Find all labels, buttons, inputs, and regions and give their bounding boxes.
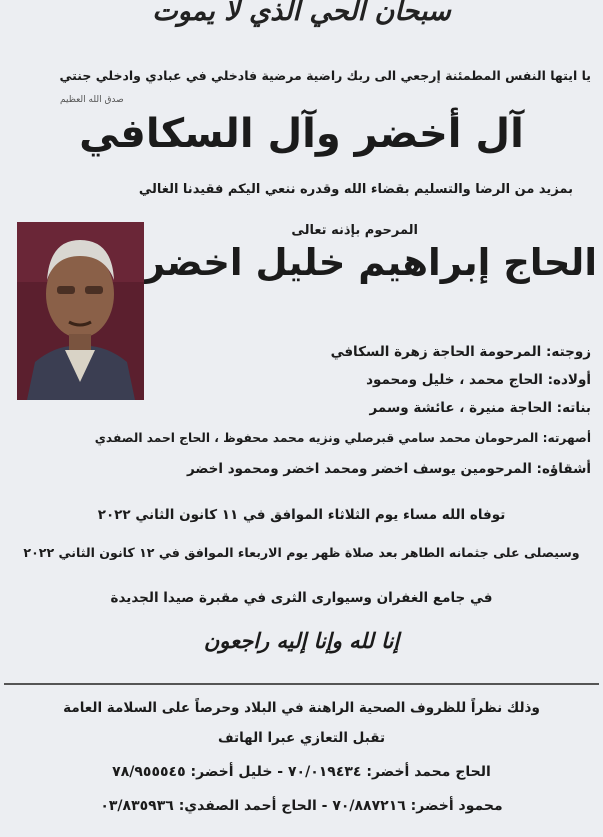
quran-verse: يا ايتها النفس المطمئنة إرجعي الى ربك راضية مرضية فادخلي في عبادي وادخلي جنتي bbox=[59, 68, 591, 83]
divider bbox=[4, 683, 599, 685]
notice-line-2: تقبل التعازي عبرا الهاتف bbox=[217, 730, 386, 746]
phone-line-2: محمود أخضر: ٧٠/٨٨٧٢١٦ - الحاج أحمد الصفدي: ٠٣/٨٣٥٩٣٦ bbox=[100, 798, 503, 814]
relatives-in-laws: أصهرته: المرحومان محمد سامي قبرصلي ونزيه محمد محفوظ ، الحاج احمد الصفدي bbox=[94, 431, 591, 445]
deceased-prefix: المرحوم بإذنه تعالى bbox=[291, 223, 418, 238]
intro-line: بمزيد من الرضا والتسليم بقضاء الله وقدره ننعي اليكم فقيدنا الغالي bbox=[138, 182, 573, 197]
header-calligraphy: سبحان الحي الذي لا يموت bbox=[152, 0, 451, 27]
deceased-name: الحاج إبراهيم خليل اخضر bbox=[143, 241, 597, 284]
closing-calligraphy: إنا لله وإنا إليه راجعون bbox=[203, 628, 400, 653]
burial-line: في جامع الغفران وسيوارى الثرى في مقبرة صيدا الجديدة bbox=[110, 590, 493, 606]
relatives-wife: زوجته: المرحومة الحاجة زهرة السكافي bbox=[330, 344, 591, 360]
relatives-sons: أولاده: الحاج محمد ، خليل ومحمود bbox=[366, 372, 591, 388]
family-name-title: آل أخضر وآل السكافي bbox=[79, 111, 524, 157]
relatives-daughters: بناته: الحاجة منيرة ، عائشة وسمر bbox=[369, 400, 591, 416]
relatives-siblings: أشقاؤه: المرحومين يوسف اخضر ومحمد اخضر ومحمود اخضر bbox=[186, 461, 591, 477]
verse-attribution: صدق الله العظيم bbox=[60, 95, 124, 105]
phone-line-1: الحاج محمد أخضر: ٧٠/٠١٩٤٣٤ - خليل أخضر: ٧٨/٩٥٥٥٤٥ bbox=[112, 764, 491, 780]
deceased-portrait bbox=[17, 222, 144, 400]
death-line: توفاه الله مساء يوم الثلاثاء الموافق في ١١ كانون الثاني ٢٠٢٢ bbox=[97, 507, 506, 523]
notice-line-1: وذلك نظراً للظروف الصحية الراهنة في البلاد وحرصاً على السلامة العامة bbox=[63, 700, 540, 716]
prayer-line: وسيصلى على جثمانه الطاهر بعد صلاة ظهر يوم الاربعاء الموافق في ١٢ كانون الثاني ٢٠٢٢ bbox=[23, 545, 580, 560]
